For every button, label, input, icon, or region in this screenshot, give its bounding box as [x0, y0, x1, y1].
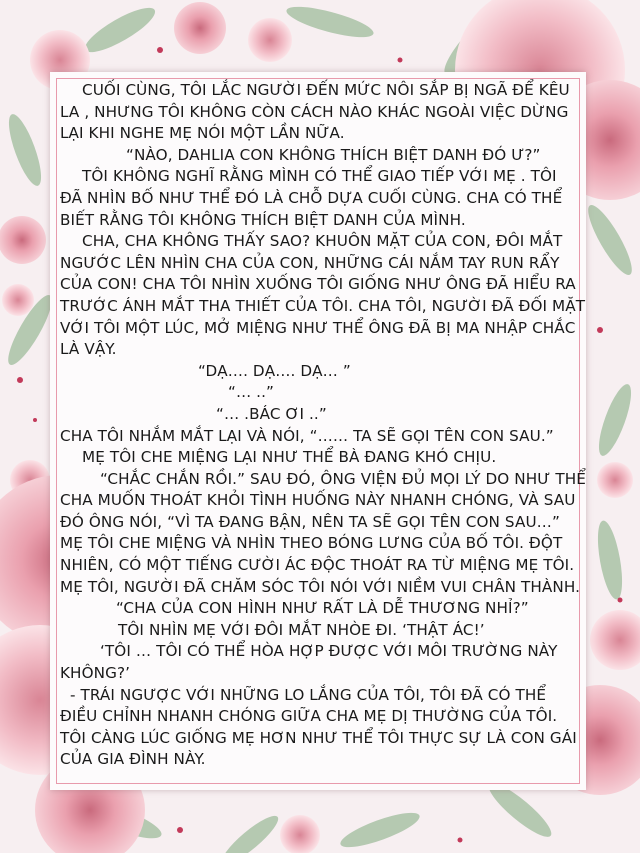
story-line: LÀ VẬY.: [60, 340, 117, 359]
story-line: ĐÃ NHÌN BỐ NHƯ THỂ ĐÓ LÀ CHỖ DỰA CUỐI CÙNG. CHA CÓ THỂ: [60, 188, 563, 207]
story-line: “NÀO, DAHLIA CON KHÔNG THÍCH BIỆT DANH ĐÓ Ư?”: [126, 145, 541, 164]
story-text: [60, 80, 586, 771]
story-line: TÔI NHÌN MẸ VỚI ĐÔI MẮT NHÒE ĐI. ‘THẬT ÁC!’: [118, 620, 485, 639]
story-line: VỚI TÔI MỘT LÚC, MỞ MIỆNG NHƯ THỂ ÔNG ĐÃ BỊ MA NHẬP CHẮC: [60, 318, 576, 337]
story-line: CỦA CON! CHA TÔI NHÌN XUỐNG TÔI GIỐNG NHƯ ÔNG ĐÃ HIỂU RA: [60, 275, 576, 294]
story-line: CHA MUỐN THOÁT KHỎI TÌNH HUỐNG NÀY NHANH CHÓNG, VÀ SAU: [60, 491, 576, 510]
story-line: LA , NHƯNG TÔI KHÔNG CÒN CÁCH NÀO KHÁC NGOÀI VIỆC DỪNG: [60, 102, 569, 121]
story-line: CHA TÔI NHẮM MẮT LẠI VÀ NÓI, “…… TA SẼ GỌI TÊN CON SAU.”: [60, 426, 554, 445]
story-line: MẸ TÔI CHE MIỆNG LẠI NHƯ THỂ BÀ ĐANG KHÓ CHỊU.: [82, 448, 497, 467]
story-line: “CHA CỦA CON HÌNH NHƯ RẤT LÀ DỄ THƯƠNG NHỈ?”: [116, 599, 529, 618]
story-line: “DẠ…. DẠ…. DẠ… ”: [198, 361, 351, 380]
story-line: ‘TÔI … TÔI CÓ THỂ HÒA HỢP ĐƯỢC VỚI MÔI TRƯỜNG NÀY: [100, 642, 558, 661]
story-line: TÔI KHÔNG NGHĨ RẰNG MÌNH CÓ THỂ GIAO TIẾP VỚI MẸ . TÔI: [82, 167, 557, 186]
story-line: KHÔNG?’: [60, 664, 131, 683]
story-line: “CHẮC CHẮN RỒI.” SAU ĐÓ, ÔNG VIỆN ĐỦ MỌI LÝ DO NHƯ THỂ: [100, 469, 586, 488]
story-line: “… .BÁC ƠI ..”: [216, 404, 327, 423]
story-line: “… ..”: [228, 383, 275, 402]
story-line: CHA, CHA KHÔNG THẤY SAO? KHUÔN MẶT CỦA CON, ĐÔI MẮT: [82, 232, 563, 251]
story-line: BIẾT RẰNG TÔI KHÔNG THÍCH BIỆT DANH CỦA MÌNH.: [60, 210, 466, 229]
story-line: TÔI CÀNG LÚC GIỐNG MẸ HƠN NHƯ THỂ TÔI THỰC SỰ LÀ CON GÁI: [60, 728, 577, 747]
story-line: MẸ TÔI CHE MIỆNG VÀ NHÌN THEO BÓNG LƯNG CỦA BỐ TÔI. ĐỘT: [60, 534, 563, 553]
story-line: CỦA GIA ĐÌNH NÀY.: [60, 750, 206, 769]
story-line: ĐÓ ÔNG NÓI, “VÌ TA ĐANG BẬN, NÊN TA SẼ GỌI TÊN CON SAU…”: [60, 512, 560, 531]
story-line: CUỐI CÙNG, TÔI LẮC NGƯỜI ĐẾN MỨC NÔI SẮP BỊ NGÃ ĐỂ KÊU: [82, 81, 570, 99]
story-line: NHIÊN, CÓ MỘT TIẾNG CƯỜI ÁC ĐỘC THOÁT RA TỪ MIỆNG MẸ TÔI.: [60, 556, 575, 575]
story-line: ĐIỀU CHỈNH NHANH CHÓNG GIỮA CHA MẸ DỊ THƯỜNG CỦA TÔI.: [60, 707, 558, 726]
story-line: TRƯỚC ÁNH MẮT THA THIẾT CỦA TÔI. CHA TÔI, NGƯỜI ĐÃ ĐỐI MẶT: [60, 296, 586, 315]
story-line: NGƯỚC LÊN NHÌN CHA CỦA CON, NHỮNG CÁI NẮM TAY RUN RẨY: [60, 253, 560, 272]
story-line: - TRÁI NGƯỢC VỚI NHỮNG LO LẮNG CỦA TÔI, TÔI ĐÃ CÓ THỂ: [70, 685, 547, 704]
story-line: LẠI KHI NGHE MẸ NÓI MỘT LẦN NỮA.: [60, 124, 345, 143]
story-line: MẸ TÔI, NGƯỜI ĐÃ CHĂM SÓC TÔI NÓI VỚI NIỀM VUI CHÂN THÀNH.: [60, 577, 581, 596]
